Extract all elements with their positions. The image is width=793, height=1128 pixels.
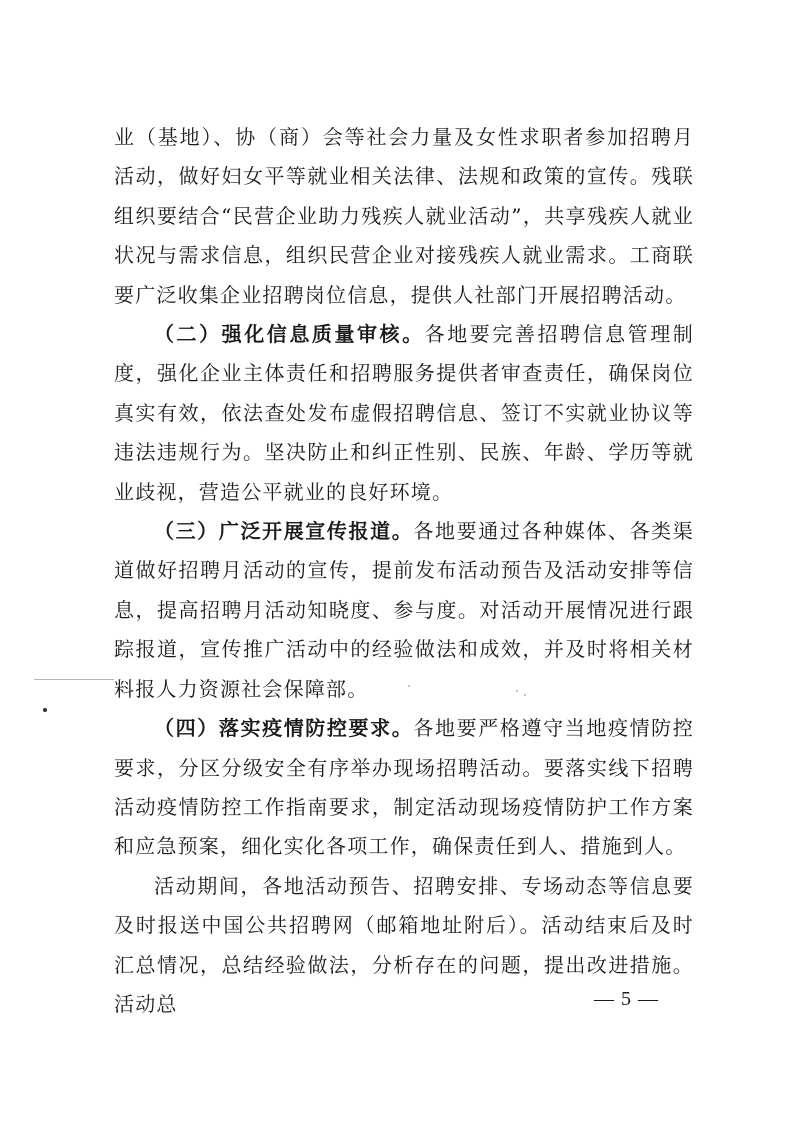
paragraph-3-text: 各地要通过各种媒体、各类渠道做好招聘月活动的宣传，提前发布活动预告及活动安排等信息，提高招聘月活动知晓度、参与度。对活动开展情况进行跟踪报道，宣传推广活动中的经验做法和成效，并及时将相关材料报人力资源社会保障部。 — [114, 519, 694, 701]
paragraph-3 — [114, 512, 694, 709]
page-number: — 5 — — [594, 988, 659, 1010]
scan-artifact-speck — [408, 685, 410, 687]
paragraph-2-heading: （二）强化信息质量审核。 — [154, 322, 425, 347]
paragraph-1-text: 业（基地）、协（商）会等社会力量及女性求职者参加招聘月活动，做好妇女平等就业相关法律、法规和政策的宣传。残联组织要结合“民营企业助力残疾人就业活动”，共享残疾人就业状况与需求信息，组织民营企业对接残疾人就业需求。工商联要广泛收集企业招聘岗位信息，提供人社部门开展招聘活动。 — [114, 125, 694, 307]
paragraph-4-heading: （四）落实疫情防控要求。 — [154, 716, 414, 741]
scan-artifact-dot — [43, 708, 47, 712]
scan-artifact-speck — [516, 690, 518, 692]
scan-artifact-line — [34, 679, 114, 680]
document-body — [114, 118, 694, 1024]
paragraph-1 — [114, 118, 694, 315]
paragraph-3-heading: （三）广泛开展宣传报道。 — [154, 519, 414, 544]
scan-artifact-speck — [524, 694, 526, 696]
paragraph-4-text: 各地要严格遵守当地疫情防控要求，分区分级安全有序举办现场招聘活动。要落实线下招聘活动疫情防控工作指南要求，制定活动现场疫情防护工作方案和应急预案，细化实化各项工作，确保责任到人、措施到人。 — [114, 716, 694, 859]
paragraph-2-text: 各地要完善招聘信息管理制度，强化企业主体责任和招聘服务提供者审查责任，确保岗位真实有效，依法查处发布虚假招聘信息、签订不实就业协议等违法违规行为。坚决防止和纠正性别、民族、年龄、学历等就业歧视，营造公平就业的良好环境。 — [114, 322, 694, 504]
paragraph-5-text: 活动期间，各地活动预告、招聘安排、专场动态等信息要及时报送中国公共招聘网（邮箱地址附后）。活动结束后及时汇总情况，总结经验做法，分析存在的问题，提出改进措施。活动总 — [114, 873, 694, 1016]
paragraph-2 — [114, 315, 694, 512]
paragraph-4 — [114, 709, 694, 867]
